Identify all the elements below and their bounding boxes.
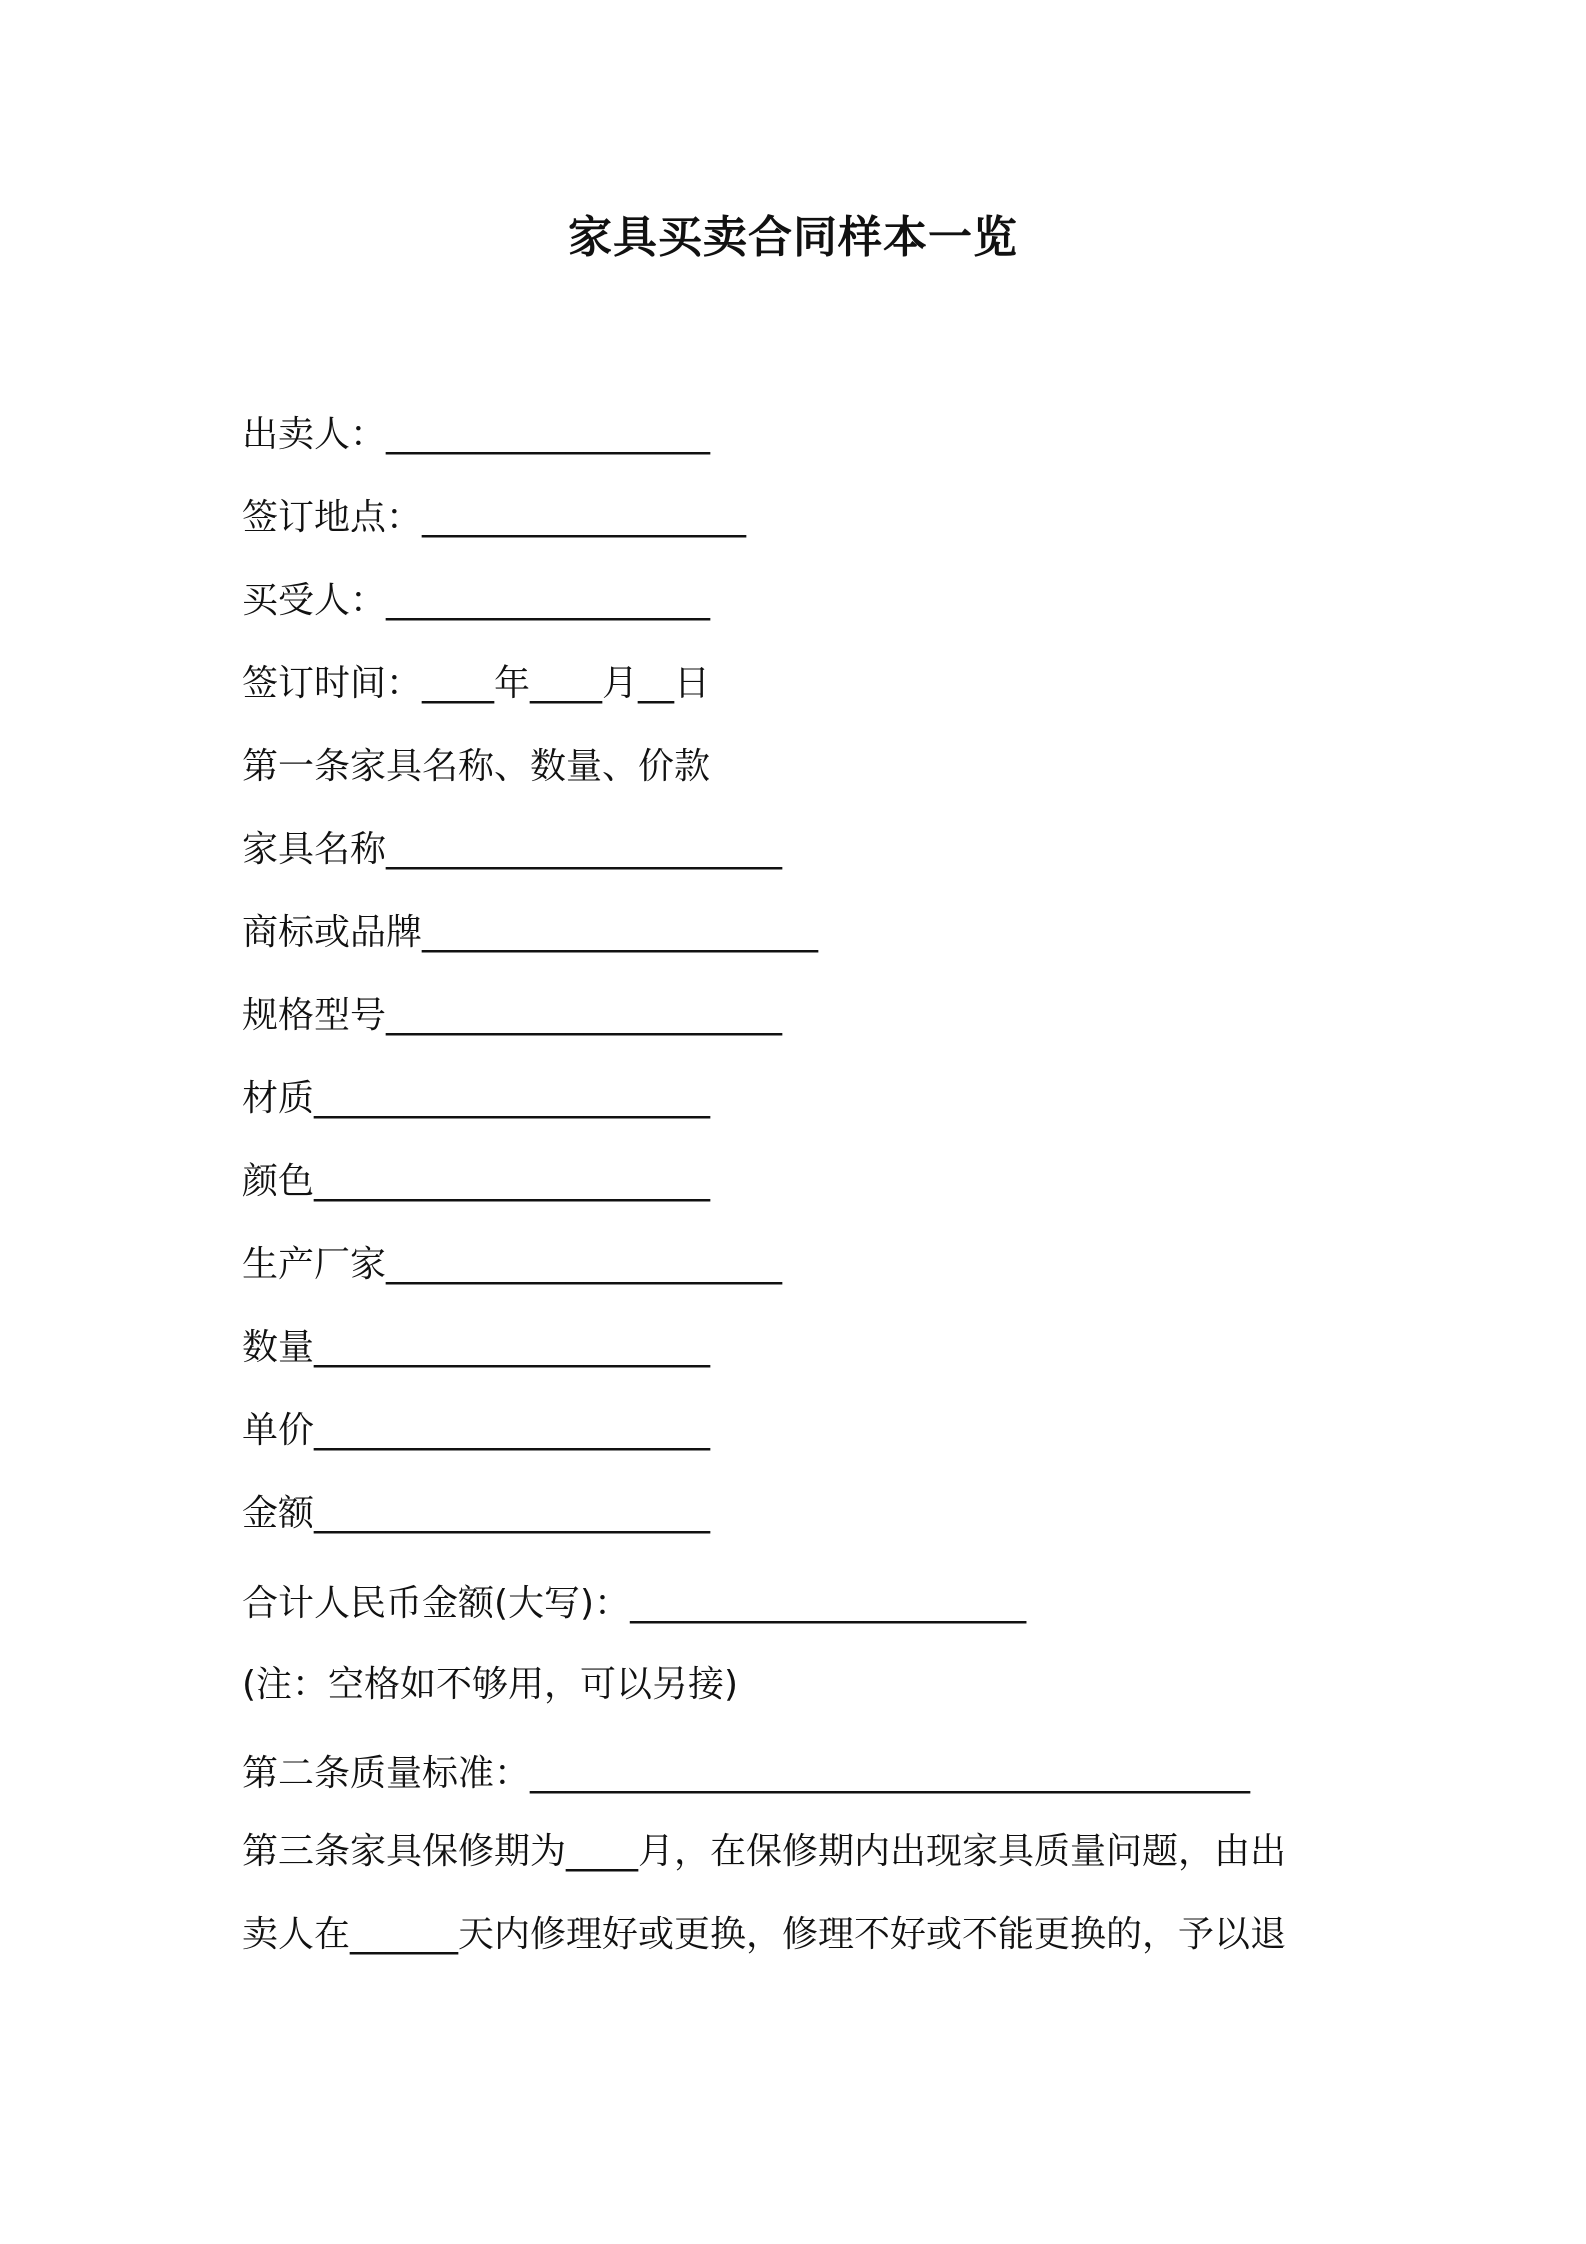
color-line: 颜色______________________ <box>242 1161 711 1202</box>
unit-price-line: 单价______________________ <box>242 1410 711 1451</box>
furniture-name-line: 家具名称______________________ <box>242 829 783 870</box>
brand-line: 商标或品牌______________________ <box>242 912 819 953</box>
manufacturer-line: 生产厂家______________________ <box>242 1244 783 1285</box>
material-line: 材质______________________ <box>242 1078 711 1119</box>
model-line: 规格型号______________________ <box>242 995 783 1036</box>
buyer-line: 买受人：__________________ <box>242 580 711 621</box>
article-2-line: 第二条质量标准：________________________________________ <box>242 1753 1251 1794</box>
quantity-line: 数量______________________ <box>242 1327 711 1368</box>
document-title: 家具买卖合同样本一览 <box>568 212 1018 263</box>
article-3-line-1: 第三条家具保修期为____月，在保修期内出现家具质量问题，由出 <box>242 1831 1287 1872</box>
article-1-heading: 第一条家具名称、数量、价款 <box>242 746 711 787</box>
signing-place-line: 签订地点：__________________ <box>242 497 747 538</box>
article-3-line-2: 卖人在______天内修理好或更换，修理不好或不能更换的，予以退 <box>242 1914 1287 1955</box>
total-amount-line: 合计人民币金额(大写)：______________________ <box>242 1583 1027 1624</box>
note-line: (注：空格如不够用，可以另接) <box>242 1664 739 1705</box>
seller-line: 出卖人：__________________ <box>242 414 711 455</box>
amount-line: 金额______________________ <box>242 1493 711 1534</box>
signing-date-line: 签订时间：____年____月__日 <box>242 663 711 704</box>
